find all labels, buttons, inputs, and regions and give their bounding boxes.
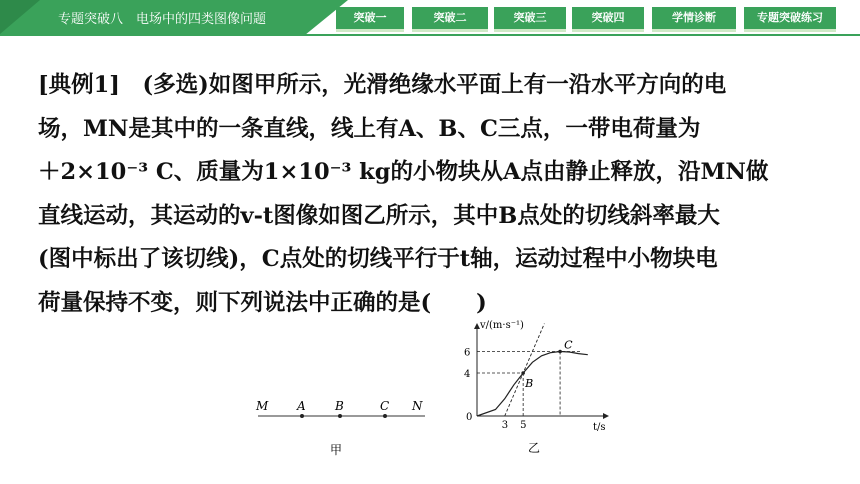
problem-text bbox=[38, 64, 828, 325]
point-b bbox=[338, 414, 342, 418]
header-underline bbox=[0, 34, 860, 36]
tab-learning-diagnosis[interactable]: 学情诊断 bbox=[652, 7, 736, 32]
label-a: A bbox=[297, 399, 306, 413]
x-tick-label: 5 bbox=[520, 420, 527, 431]
label-n: N bbox=[412, 399, 423, 413]
label-b: B bbox=[335, 399, 344, 413]
problem-line: 荷量保持不变，则下列说法中正确的是( ) bbox=[38, 289, 487, 316]
y-axis-label: v/(m·s⁻¹) bbox=[480, 320, 524, 331]
header-bar bbox=[0, 0, 860, 36]
page-title: 专题突破八 电场中的四类图像问题 bbox=[58, 12, 267, 27]
label-c: C bbox=[380, 399, 390, 413]
point-b-mark bbox=[521, 371, 525, 375]
y-tick-label: 6 bbox=[464, 347, 471, 359]
label-m: M bbox=[256, 399, 269, 413]
tab-tupo-3[interactable]: 突破三 bbox=[494, 7, 566, 32]
figure-jia bbox=[250, 392, 430, 462]
point-c-label: C bbox=[564, 338, 573, 352]
caption-jia: 甲 bbox=[330, 443, 343, 457]
point-a bbox=[300, 414, 304, 418]
problem-line: 场，MN是其中的一条直线，线上有A、B、C三点，一带电荷量为 bbox=[38, 115, 701, 142]
title-tab-corner bbox=[0, 0, 40, 34]
x-tick-label: 3 bbox=[501, 420, 509, 431]
y-tick-label: 4 bbox=[464, 369, 471, 380]
tangent-line-b bbox=[505, 324, 545, 416]
tab-tupo-4[interactable]: 突破四 bbox=[572, 7, 644, 32]
problem-line: (图中标出了该切线)，C点处的切线平行于t轴，运动过程中小物块电 bbox=[38, 246, 718, 272]
x-axis-label: t/s bbox=[593, 422, 606, 433]
tab-tupo-1[interactable]: 突破一 bbox=[336, 7, 404, 32]
problem-line: [典例1] (多选)如图甲所示，光滑绝缘水平面上有一沿水平方向的电 bbox=[38, 72, 727, 98]
tab-tupo-2[interactable]: 突破二 bbox=[412, 7, 488, 32]
point-c bbox=[383, 414, 387, 418]
point-c-mark bbox=[558, 350, 562, 354]
problem-line: 直线运动，其运动的v-t图像如图乙所示，其中B点处的切线斜率最大 bbox=[38, 202, 720, 229]
origin-label: 0 bbox=[466, 412, 473, 423]
figure-yi-vt-chart bbox=[450, 316, 630, 466]
tab-special-practice[interactable]: 专题突破练习 bbox=[744, 7, 836, 32]
point-b-label: B bbox=[525, 377, 534, 390]
problem-line: ＋2×10⁻³ C、质量为1×10⁻³ kg的小物块从A点由静止释放，沿MN做 bbox=[38, 159, 769, 185]
caption-yi: 乙 bbox=[528, 441, 541, 455]
